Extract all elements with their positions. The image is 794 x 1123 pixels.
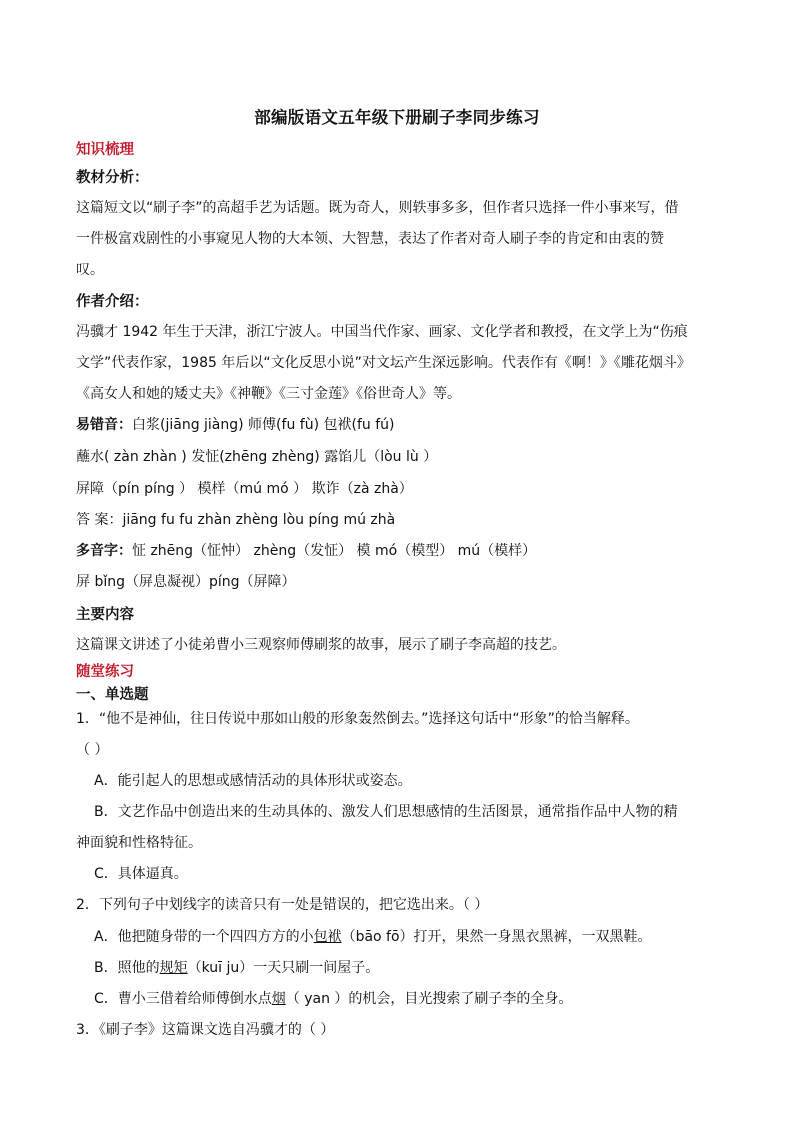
- underlined-word: 规矩: [159, 960, 188, 976]
- option-text: （kuī ju）一天只刷一间屋子。: [187, 960, 380, 976]
- single-choice-heading: 一、单选题: [76, 687, 149, 703]
- polyphone-line: 屏 bǐng（屏息凝视）píng（屏障）: [76, 574, 296, 590]
- analysis-line: 这篇短文以“刷子李”的高超手艺为话题。既为奇人，则轶事多多，但作者只选择一件小事来写，借: [76, 200, 679, 216]
- polyphone-text: 怔 zhēng（怔忡） zhèng（发怔） 模 mó（模型） mú（模样）: [132, 543, 537, 559]
- section-practice-heading: 随堂练习: [76, 664, 134, 680]
- underlined-word: 烟: [271, 991, 286, 1007]
- option-text: （ yan ）的机会，目光搜索了刷子李的全身。: [285, 991, 573, 1007]
- main-content-heading: 主要内容: [76, 607, 134, 623]
- author-line: 文学”代表作家，1985 年后以“文化反思小说”对文坛产生深远影响。代表作有《啊！》《雕花烟斗》: [76, 355, 691, 371]
- analysis-line: 一件极富戏剧性的小事窥见人物的大本领、大智慧，表达了作者对奇人刷子李的肯定和由衷的赞: [76, 231, 664, 247]
- option-text: B．照他的: [94, 960, 160, 976]
- author-line: 冯骥才 1942 年生于天津，浙江宁波人。中国当代作家、画家、文化学者和教授，在文学上为“伤痕: [76, 324, 688, 340]
- question-1-stem: 1．“他不是神仙，往日传说中那如山般的形象轰然倒去。”选择这句话中“形象”的恰当解释。: [76, 711, 639, 727]
- pronunciation-line: 屏障（pín píng ） 模样（mú mó ） 欺诈（zà zhà）: [76, 481, 413, 497]
- option-b: [94, 957, 744, 977]
- pronunciation-text: 白浆(jiāng jiàng) 师傅(fu fù) 包袱(fu fú): [132, 417, 395, 433]
- author-line: 《高女人和她的矮丈夫》《神鞭》《三寸金莲》《俗世奇人》等。: [76, 386, 461, 402]
- option-a: [94, 926, 744, 946]
- author-heading: 作者介绍：: [76, 294, 149, 310]
- polyphone-line: [76, 540, 726, 560]
- section-knowledge-heading: 知识梳理: [76, 142, 134, 158]
- polyphone-label: 多音字：: [76, 543, 132, 559]
- option-b-continued: 神面貌和性格特征。: [76, 835, 202, 851]
- underlined-word: 包袱: [313, 929, 342, 945]
- answer-blank: （ ）: [76, 742, 109, 758]
- question-2-stem: 2．下列句子中划线字的读音只有一处是错误的，把它选出来。（ ）: [76, 897, 489, 913]
- option-c: [94, 988, 744, 1008]
- analysis-heading: 教材分析：: [76, 170, 149, 186]
- option-a: A．能引起人的思想或感情活动的具体形状或姿态。: [94, 773, 412, 789]
- question-3-stem: 3．《刷子李》这篇课文选自冯骥才的（ ）: [76, 1022, 335, 1038]
- main-content-text: 这篇课文讲述了小徒弟曹小三观察师傅刷浆的故事，展示了刷子李高超的技艺。: [76, 637, 566, 653]
- pronunciation-line: 蘸水( zàn zhàn ) 发怔(zhēng zhèng) 露馅儿（lòu lù ）: [76, 449, 438, 465]
- option-text: A．他把随身带的一个四四方方的小: [94, 929, 314, 945]
- option-c: C．具体逼真。: [94, 866, 188, 882]
- option-text: （bāo fō）打开，果然一身黑衣黑裤，一双黑鞋。: [341, 929, 652, 945]
- page-title: 部编版语文五年级下册刷子李同步练习: [254, 108, 540, 127]
- option-b: B．文艺作品中创造出来的生动具体的、激发人们思想感情的生活图景，通常指作品中人物的精: [94, 804, 678, 820]
- pronunciation-line: [76, 414, 726, 434]
- pronunciation-answer: 答 案：jiāng fu fu zhàn zhèng lòu píng mú zhà: [76, 512, 396, 528]
- pronunciation-label: 易错音：: [76, 417, 132, 433]
- option-text: C．曹小三借着给师傅倒水点: [94, 991, 272, 1007]
- analysis-line: 叹。: [76, 262, 104, 278]
